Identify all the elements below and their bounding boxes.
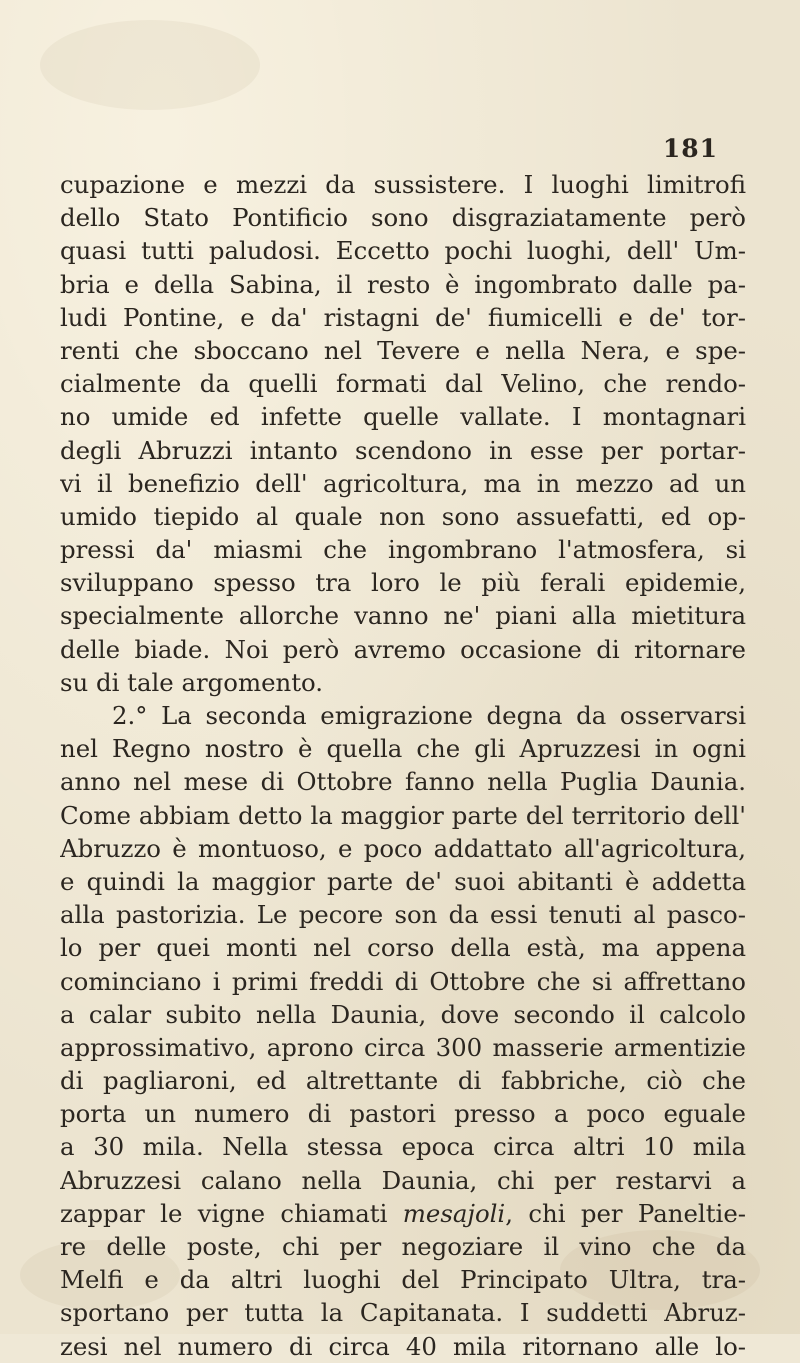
text-line: re delle poste, chi per negoziare il vino che da [60, 1232, 746, 1261]
text-line: lo per quei monti nel corso della està, ma appena [60, 933, 746, 963]
text-line: vi il benefizio dell' agricoltura, ma in mezzo ad un [60, 468, 746, 498]
text-line: ludi Pontine, e da' ristagni de' fiumicelli e de' tor- [60, 302, 746, 332]
text-line: sviluppano spesso tra loro le più ferali epidemie, [60, 568, 746, 598]
text-line: Melfi e da altri luoghi del Principato Ultra, tra- [60, 1265, 746, 1295]
text-line: no umide ed infette quelle vallate. I montagnari [60, 402, 746, 432]
text-line: di pagliaroni, ed altrettante di fabbriche, ciò che [60, 1066, 746, 1096]
text-line: degli Abruzzi intanto scendono in esse per portar- [60, 435, 746, 465]
text-line: pressi da' miasmi che ingombrano l'atmosfera, si [60, 535, 746, 565]
text-line: e quindi la maggior parte de' suoi abitanti è addetta [60, 866, 746, 896]
body-text [60, 168, 746, 1363]
text-line: su di tale argomento. [60, 667, 324, 697]
text-line: dello Stato Pontificio sono disgraziatamente però [60, 203, 746, 233]
text-line: a 30 mila. Nella stessa epoca circa altri 10 mila [60, 1132, 746, 1162]
paper-stain [40, 20, 260, 110]
text-line: Abruzzesi calano nella Daunia, chi per restarvi a [60, 1165, 746, 1195]
text-line: a calar subito nella Daunia, dove secondo il calcolo [60, 999, 746, 1029]
text-line: zappar le vigne chiamati mesajoli, chi per Paneltie- [60, 1198, 746, 1228]
text-line: specialmente allorche vanno ne' piani alla mietitura [60, 601, 746, 631]
text-line: bria e della Sabina, il resto è ingombrato dalle pa- [60, 269, 746, 299]
text-line: quasi tutti paludosi. Eccetto pochi luoghi, dell' Um- [60, 236, 746, 266]
text-line: nel Regno nostro è quella che gli Apruzzesi in ogni [60, 734, 746, 764]
italic-term: mesajoli [402, 1198, 506, 1228]
text-line: cominciano i primi freddi di Ottobre che si affrettano [60, 966, 746, 996]
text-line: renti che sboccano nel Tevere e nella Nera, e spe- [60, 335, 746, 365]
paragraph-start: 2.° La seconda emigrazione degna da osservarsi [112, 701, 746, 730]
text-line: approssimativo, aprono circa 300 masserie armentizie [60, 1032, 746, 1062]
text-line: porta un numero di pastori presso a poco eguale [60, 1099, 746, 1129]
text-line: cialmente da quelli formati dal Velino, che rendo- [60, 369, 746, 399]
text-line: sportano per tutta la Capitanata. I suddetti Abruz- [60, 1298, 746, 1328]
text-line: Come abbiam detto la maggior parte del territorio dell' [60, 800, 746, 830]
text-line: Abruzzo è montuoso, e poco addattato all'agricoltura, [60, 833, 746, 863]
text-line: alla pastorizia. Le pecore son da essi tenuti al pasco- [60, 900, 746, 930]
text-line: anno nel mese di Ottobre fanno nella Puglia Daunia. [60, 767, 746, 797]
text-line: zesi nel numero di circa 40 mila ritornano alle lo- [60, 1331, 746, 1361]
text-line: delle biade. Noi però avremo occasione di ritornare [60, 634, 746, 664]
page-number: 181 [662, 134, 718, 163]
text-line: umido tiepido al quale non sono assuefatti, ed op- [60, 501, 746, 531]
text-line: cupazione e mezzi da sussistere. I luoghi limitrofi [60, 170, 746, 199]
